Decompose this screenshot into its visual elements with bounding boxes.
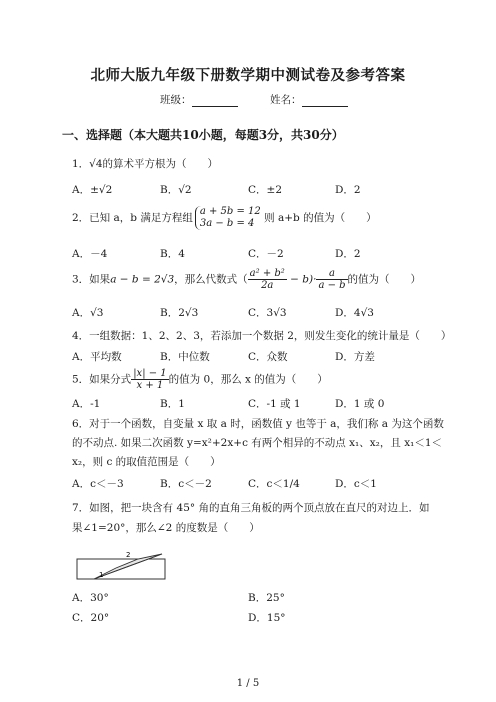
class-label: 班级： [160, 94, 192, 106]
q5-text-post: 的值为 0，那么 x 的值为（ ） [168, 373, 328, 386]
q5-option-c: C．-1 或 1 [248, 398, 301, 410]
q5-option-b: B．1 [160, 398, 185, 410]
q1-option-c: C．±2 [248, 184, 283, 196]
q6-option-c: C．c＜1/4 [248, 478, 300, 490]
q6-option-b: B．c＜－2 [160, 478, 212, 490]
q1-option-b: B．√2 [160, 184, 192, 196]
q4-option-b: B．中位数 [160, 351, 210, 363]
q7-option-b: B．25° [248, 592, 285, 604]
page-number: 1 / 5 [236, 678, 260, 689]
q6-option-a: A．c＜－3 [72, 478, 124, 490]
angle-1-label: 1 [99, 571, 104, 579]
question-6-line-2: 的不动点. 如果二次函数 y=x²+2x+c 有两个相异的不动点 x₁、x₂，且 x₁＜1＜ [72, 437, 443, 449]
name-label: 姓名： [270, 94, 302, 106]
section-heading: 一、选择题（本大题共10小题，每题3分，共30分） [62, 128, 344, 142]
q1-option-d: D．2 [335, 184, 361, 196]
question-5 [72, 368, 328, 391]
class-field [160, 92, 238, 107]
q3-fraction-1: $\frac{\text{a² + b²}}{2a}$ [249, 268, 285, 291]
q3-text-post: 的值为（ ） [347, 273, 422, 286]
q4-option-d: D．方差 [335, 351, 375, 363]
q4-option-a: A．平均数 [72, 351, 122, 363]
q3-option-d: D．4√3 [335, 307, 374, 319]
q7-option-d: D．15° [248, 612, 286, 624]
q1-option-a: A．±√2 [72, 184, 113, 196]
question-4: 4．一组数据：1、2、2、3，若添加一个数据 2，则发生变化的统计量是（ ） [72, 330, 452, 342]
question-3 [72, 268, 421, 291]
q3-minus-b: − b)· [286, 273, 317, 286]
page-title: 北师大版九年级下册数学期中测试卷及参考答案 [90, 67, 406, 84]
name-blank [302, 95, 348, 107]
q2-option-a: A．－4 [72, 248, 108, 260]
q2-option-c: C．－2 [248, 248, 284, 260]
q3-text-mid: ，那么代数式（ [174, 273, 248, 286]
q3-option-a: A．√3 [72, 307, 104, 319]
question-1: 1．√4的算术平方根为（ ） [72, 158, 219, 170]
q2-text-pre: 2．已知 a，b 满足方程组 [72, 212, 193, 224]
question-6-line-1: 6．对于一个函数，自变量 x 取 a 时，函数值 y 也等于 a，我们称 a 为这个函数 [72, 418, 444, 430]
ruler-triangle-figure [76, 548, 168, 582]
class-blank [192, 95, 238, 107]
q2-option-d: D．2 [335, 248, 361, 260]
q2-equation-system [195, 206, 261, 230]
name-field [270, 92, 348, 107]
q4-option-c: C．众数 [248, 351, 288, 363]
angle-2-label: 2 [126, 551, 131, 559]
q3-option-b: B．2√3 [160, 307, 199, 319]
q5-text-pre: 5．如果分式 [72, 373, 132, 386]
q6-option-d: D．c＜1 [335, 478, 377, 490]
q2-eq2: 3a − b = 4 [199, 218, 255, 229]
question-2 [72, 206, 377, 230]
q7-option-a: A．30° [72, 592, 109, 604]
q2-eq1: a + 5b = 12 [199, 206, 261, 217]
q3-condition: a − b = 2√3 [110, 273, 175, 286]
question-6-line-3: x₂，则 c 的取值范围是（ ） [72, 456, 221, 468]
q5-fraction: $\frac{|x| - 1}{x + 1}$ [133, 368, 167, 391]
q3-fraction-2: $\frac{a}{a - b}$ [318, 268, 346, 291]
q5-option-d: D．1 或 0 [335, 398, 385, 410]
question-7-line-2: 果∠1=20°，那么∠2 的度数是（ ） [72, 522, 260, 534]
q3-option-c: C．3√3 [248, 307, 287, 319]
q7-option-c: C．20° [72, 612, 110, 624]
q2-text-post: 则 a+b 的值为（ ） [264, 212, 377, 224]
q3-text-pre: 3．如果 [72, 273, 111, 286]
q5-option-a: A．-1 [72, 398, 101, 410]
question-7-line-1: 7．如图，把一块含有 45° 角的直角三角板的两个顶点放在直尺的对边上．如 [72, 502, 430, 514]
q2-option-b: B．4 [160, 248, 185, 260]
